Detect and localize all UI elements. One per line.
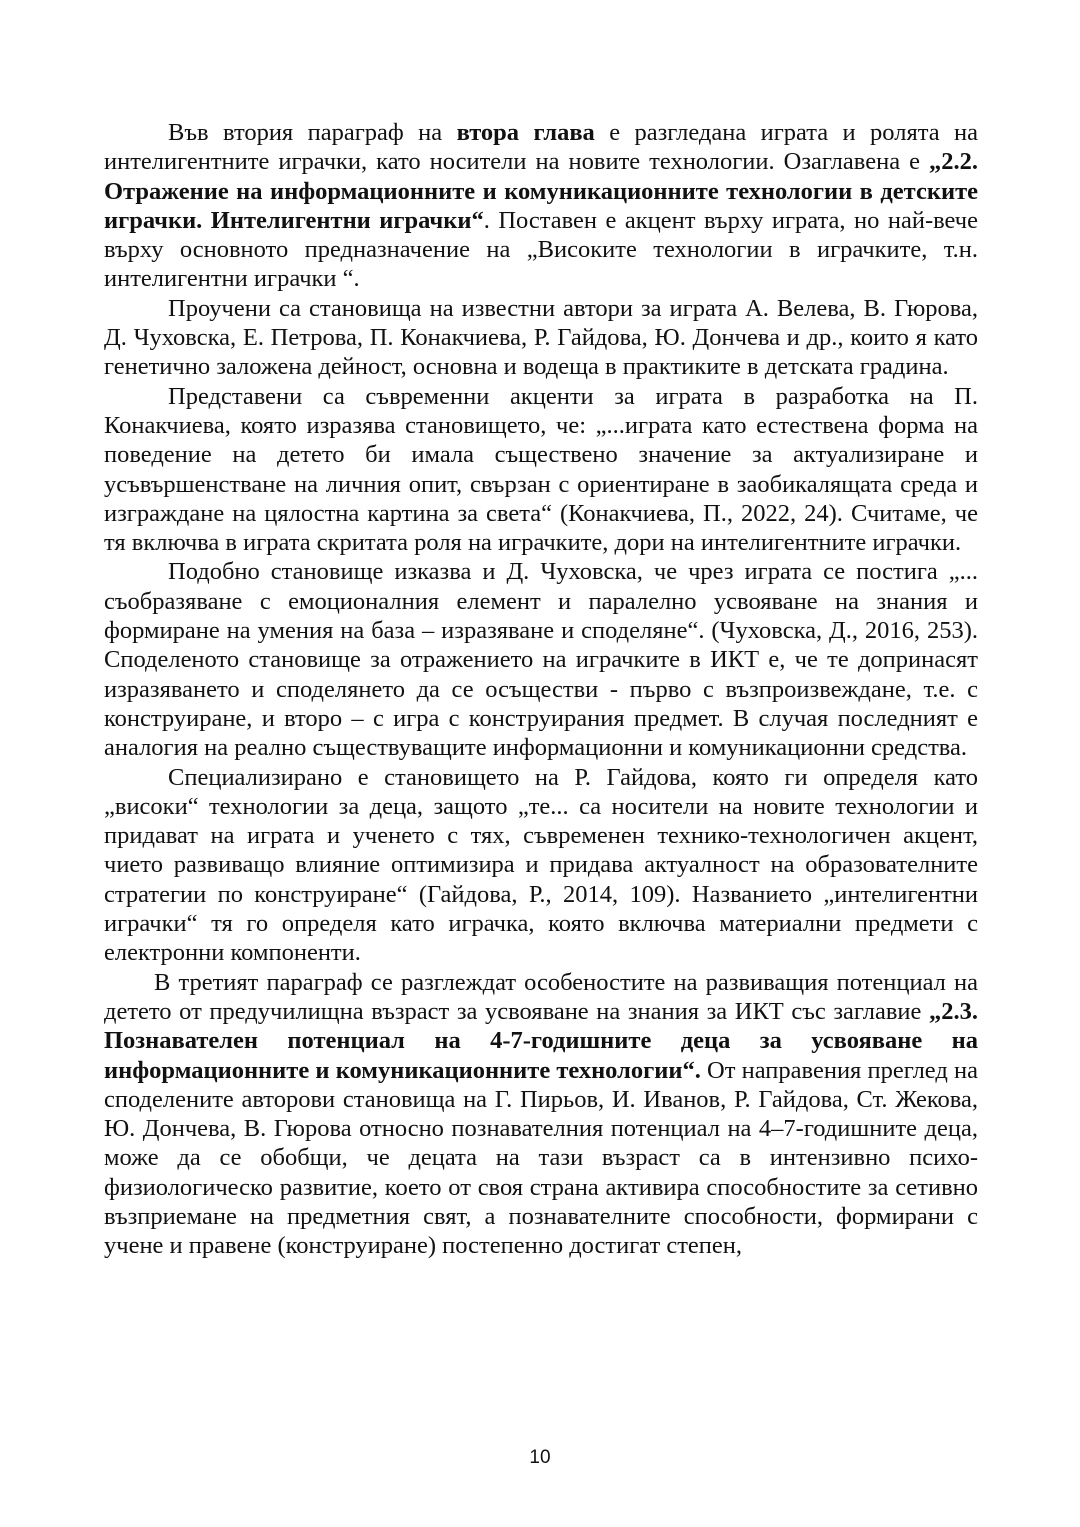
paragraph-1-run-3: е разгледана играта и ролята на интелигентните играчки, като носители на новите технологии. Озаглавена е <box>104 119 979 176</box>
paragraph-3-run-1: Представени са съвременни акценти за играта в разработка на П. Конакчиева, която изразява становището, че: „...играта като естествена форма на поведение на детето би имала съществено значение за актуализиране и усъвършенстване на личния опит, свързан с ориентиране в заобикалящата среда и изграждане на цялостна картина за света“ (Конакчиева, П., 2022, 24). Считаме, че тя включва в играта скритата роля на играчките, дори на интелигентните играчки. <box>104 382 978 557</box>
paragraph-2 <box>104 294 978 382</box>
page-number: 10 <box>529 1447 551 1468</box>
paragraph-5-run-1: Специализирано е становището на Р. Гайдова, която ги определя като „високи“ технологии за деца, защото „те... са носители на новите технологии и придават на играта и ученето с тях, съвременен технико-технологичен акцент, чието развиващо влияние оптимизира и придава актуалност на образователните стратегии по конструиране“ (Гайдова, Р., 2014, 109). Названието „интелигентни играчки“ тя го определя като играчка, която включва материални предмети с електронни компоненти. <box>104 763 978 967</box>
paragraph-1-run-4: „2.2. Отражение на информационните и комуникационните технологии в детските играчки. Интелигентни играчки“ <box>104 148 978 234</box>
paragraph-4-run-1: Подобно становище изказва и Д. Чуховска, че чрез играта се постига „... съобразяване с емоционалния елемент и паралелно усвояване на знания и формиране на умения на база – изразяване и споделяне“. (Чуховска, Д., 2016, 253). Споделеното становище за отражението на играчките в ИКТ е, че те допринасят изразяването и споделянето да се осъществи - първо с възпроизвеждане, т.е. с конструиране, и второ – с игра с конструирания предмет. В случая последният е аналогия на реално съществуващите информационни и комуникационни средства. <box>104 558 978 762</box>
paragraph-1-run-5: . Поставен е акцент върху играта, но най-вече върху основното предназначение на „Високите технологии в играчките, т.н. интелигентни играчки “. <box>104 206 978 293</box>
paragraph-6-run-3: От направения преглед на споделените авторови становища на Г. Пирьов, И. Иванов, Р. Гайдова, Ст. Жекова, Ю. Дончева, В. Гюрова относно познавателния потенциал на 4–7-годишните деца, може да се обобщи, че децата на тази възраст са в интензивно психо-физиологическо развитие, което от своя страна активира способностите за сетивно възприемане на предметния свят, а познавателните способности, формирани с учене и правене (конструиране) постепенно достигат степен, <box>104 1056 978 1260</box>
paragraph-1-run-2: втора глава <box>456 119 595 146</box>
paragraph-6-run-1: В третият параграф се разглеждат особеностите на развиващия потенциал на детето от предучилищна възраст за усвояване на знания за ИКТ със заглавие <box>104 968 978 1025</box>
paragraph-5 <box>104 763 978 968</box>
paragraph-1-run-1: Във втория параграф на <box>168 119 457 146</box>
paragraph-6 <box>104 968 978 1261</box>
paragraph-4 <box>104 557 978 762</box>
paragraph-6-run-2: „2.3. Познавателен потенциал на 4-7-годишните деца за усвояване на информационните и комуникационните технологии“. <box>104 997 978 1084</box>
paragraph-2-run-1: Проучени са становища на известни автори за играта А. Велева, В. Гюрова, Д. Чуховска, Е. Петрова, П. Конакчиева, Р. Гайдова, Ю. Дончева и др., които я като генетично заложена дейност, основна и водеща в практиките в детската градина. <box>104 294 978 381</box>
paragraph-1 <box>104 118 978 294</box>
document-page <box>104 118 978 1261</box>
paragraph-3 <box>104 382 978 558</box>
